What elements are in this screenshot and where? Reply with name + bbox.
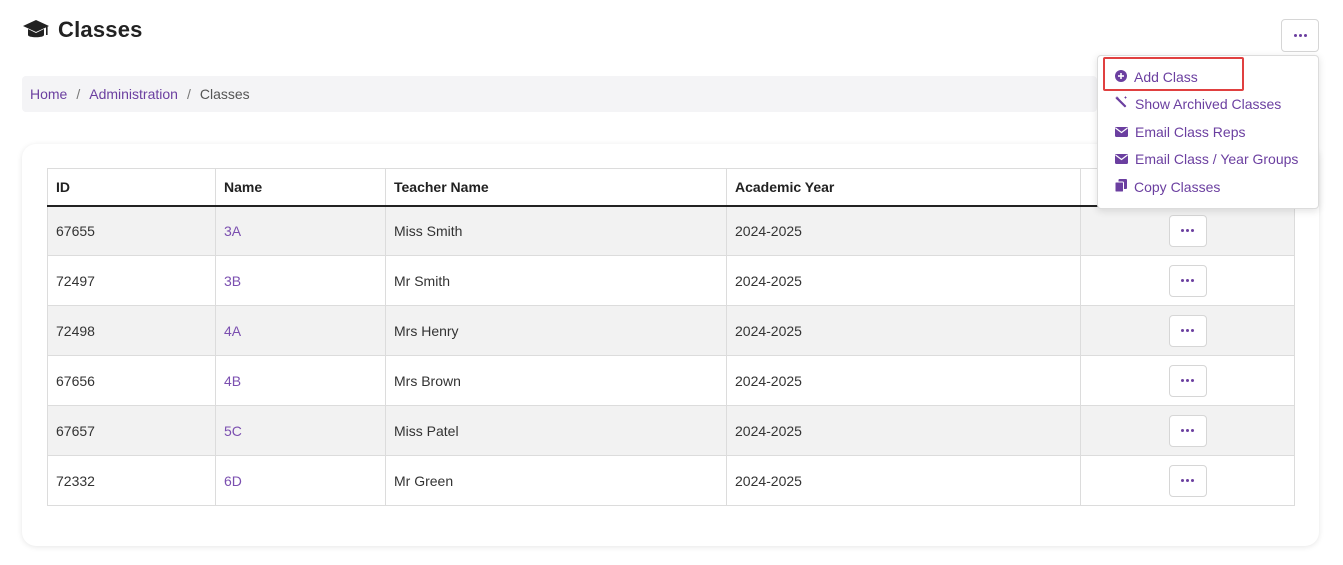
table-row <box>48 256 1295 306</box>
teacher-name: Mr Smith <box>386 256 727 306</box>
academic-year: 2024-2025 <box>727 306 1081 356</box>
table-row <box>48 306 1295 356</box>
row-actions-cell <box>1081 206 1295 256</box>
row-actions-button[interactable] <box>1169 265 1207 297</box>
academic-year: 2024-2025 <box>727 206 1081 256</box>
menu-item-add-class[interactable] <box>1098 65 1318 89</box>
menu-item-label: Email Class Reps <box>1135 124 1246 140</box>
column-header-academic-year[interactable]: Academic Year <box>727 169 1081 206</box>
ellipsis-icon <box>1181 479 1194 482</box>
ellipsis-icon <box>1294 34 1307 37</box>
academic-year: 2024-2025 <box>727 356 1081 406</box>
column-header-name[interactable]: Name <box>216 169 386 206</box>
menu-item-show-archived-classes[interactable] <box>1098 92 1318 116</box>
menu-item-label: Email Class / Year Groups <box>1135 151 1299 167</box>
class-name-link[interactable]: 4B <box>216 356 386 406</box>
breadcrumb-separator: / <box>76 86 81 102</box>
teacher-name: Miss Smith <box>386 206 727 256</box>
column-header-teacher-name[interactable]: Teacher Name <box>386 169 727 206</box>
teacher-name: Miss Patel <box>386 406 727 456</box>
breadcrumb-administration[interactable]: Administration <box>89 86 178 102</box>
breadcrumb-current: Classes <box>199 86 250 102</box>
menu-item-copy-classes[interactable] <box>1098 175 1318 199</box>
ellipsis-icon <box>1181 379 1194 382</box>
class-id: 72498 <box>48 306 216 356</box>
class-name-link[interactable]: 6D <box>216 456 386 506</box>
row-actions-button[interactable] <box>1169 465 1207 497</box>
class-name-link[interactable]: 3B <box>216 256 386 306</box>
menu-item-email-class-year-groups[interactable] <box>1098 147 1318 171</box>
page-actions-dropdown <box>1097 55 1319 209</box>
table-row <box>48 456 1295 506</box>
teacher-name: Mr Green <box>386 456 727 506</box>
academic-year: 2024-2025 <box>727 456 1081 506</box>
breadcrumb <box>22 76 1097 112</box>
class-id: 72497 <box>48 256 216 306</box>
teacher-name: Mrs Henry <box>386 306 727 356</box>
row-actions-button[interactable] <box>1169 215 1207 247</box>
class-id: 67656 <box>48 356 216 406</box>
class-name-link[interactable]: 4A <box>216 306 386 356</box>
ellipsis-icon <box>1181 329 1194 332</box>
ellipsis-icon <box>1181 429 1194 432</box>
column-header-id[interactable]: ID <box>48 169 216 206</box>
class-id: 67657 <box>48 406 216 456</box>
row-actions-cell <box>1081 356 1295 406</box>
breadcrumb-separator: / <box>186 86 191 102</box>
row-actions-button[interactable] <box>1169 315 1207 347</box>
row-actions-cell <box>1081 256 1295 306</box>
ellipsis-icon <box>1181 279 1194 282</box>
academic-year: 2024-2025 <box>727 256 1081 306</box>
page-header <box>22 17 143 43</box>
page-actions-button[interactable] <box>1281 19 1319 52</box>
row-actions-cell <box>1081 456 1295 506</box>
academic-year: 2024-2025 <box>727 406 1081 456</box>
row-actions-button[interactable] <box>1169 365 1207 397</box>
class-name-link[interactable]: 3A <box>216 206 386 256</box>
breadcrumb-home[interactable]: Home <box>30 86 68 102</box>
menu-item-label: Copy Classes <box>1134 179 1221 195</box>
table-row <box>48 356 1295 406</box>
teacher-name: Mrs Brown <box>386 356 727 406</box>
table-row <box>48 406 1295 456</box>
class-name-link[interactable]: 5C <box>216 406 386 456</box>
classes-table <box>47 168 1295 506</box>
class-id: 67655 <box>48 206 216 256</box>
envelope-icon <box>1115 151 1128 167</box>
magic-wand-icon <box>1115 96 1128 112</box>
plus-circle-icon <box>1115 69 1127 85</box>
copy-icon <box>1115 179 1127 195</box>
envelope-icon <box>1115 124 1128 140</box>
menu-item-label: Show Archived Classes <box>1135 96 1282 112</box>
row-actions-cell <box>1081 406 1295 456</box>
menu-item-email-class-reps[interactable] <box>1098 120 1318 144</box>
class-id: 72332 <box>48 456 216 506</box>
ellipsis-icon <box>1181 229 1194 232</box>
table-row <box>48 206 1295 256</box>
graduation-cap-icon <box>22 19 50 41</box>
row-actions-cell <box>1081 306 1295 356</box>
row-actions-button[interactable] <box>1169 415 1207 447</box>
menu-item-label: Add Class <box>1134 69 1198 85</box>
page-title: Classes <box>58 17 143 42</box>
